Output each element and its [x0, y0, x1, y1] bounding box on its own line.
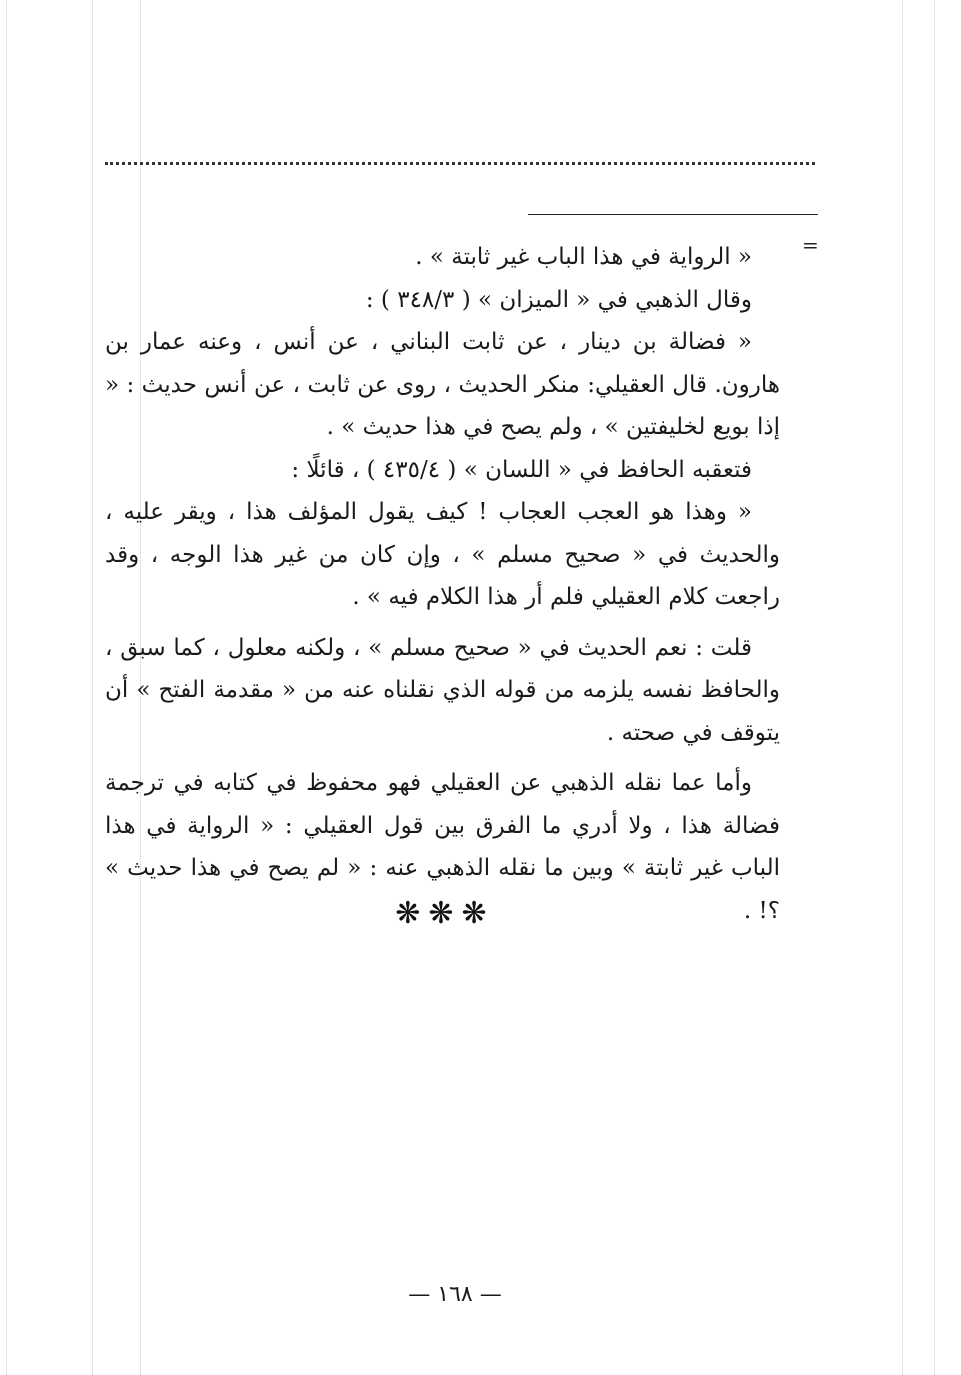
- scan-line-mid-left: [92, 0, 93, 1375]
- scan-line-far-right: [934, 0, 935, 1375]
- paragraph-2: وقال الذهبي في « الميزان » ( ٣٤٨/٣ ) :: [365, 286, 752, 313]
- scan-line-right: [902, 0, 903, 1375]
- paragraph-1: « الرواية في هذا الباب غير ثابتة » .: [415, 244, 752, 270]
- scan-line-left: [6, 0, 7, 1375]
- page-number: — ١٦٨ —: [408, 1282, 502, 1307]
- dotted-separator-rule: [105, 162, 815, 165]
- section-separator-stars: ❋❋❋: [395, 896, 495, 931]
- footnote-text: [105, 236, 780, 932]
- paragraph-7: وأما عما نقله الذهبي عن العقيلي فهو محفوظ في كتابه في ترجمة فضالة هذا ، ولا أدري ما الفرق بين قول العقيلي : « الرواية في هذا الباب غير ثابتة » وبين ما نقله الذهبي عنه : « لم يصح في هذا حديث » ؟! .: [105, 770, 780, 924]
- continuation-mark: =: [802, 233, 819, 257]
- paragraph-5: « وهذا هو العجب العجاب ! كيف يقول المؤلف هذا ، ويقر عليه ، والحديث في « صحيح مسلم » ، وإن كان من غير هذا الوجه ، وقد راجعت كلام العقيلي فلم أر هذا الكلام فيه » .: [105, 499, 780, 610]
- paragraph-3: « فضالة بن دينار ، عن ثابت البناني ، عن أنس ، وعنه عمار بن هارون. قال العقيلي: منكر الحديث ، روى عن ثابت ، عن أنس حديث : « إذا بويع لخليفتين » ، ولم يصح في هذا حديث » .: [105, 329, 780, 440]
- paragraph-6: قلت : نعم الحديث في « صحيح مسلم » ، ولكنه معلول ، كما سبق ، والحافظ نفسه يلزمه من قوله الذي نقلناه عنه من « مقدمة الفتح » أن يتوقف في صحته .: [105, 634, 780, 746]
- paragraph-4: فتعقبه الحافظ في « اللسان » ( ٤٣٥/٤ ) ، قائلًا :: [291, 456, 752, 483]
- footnote-rule: [528, 214, 818, 215]
